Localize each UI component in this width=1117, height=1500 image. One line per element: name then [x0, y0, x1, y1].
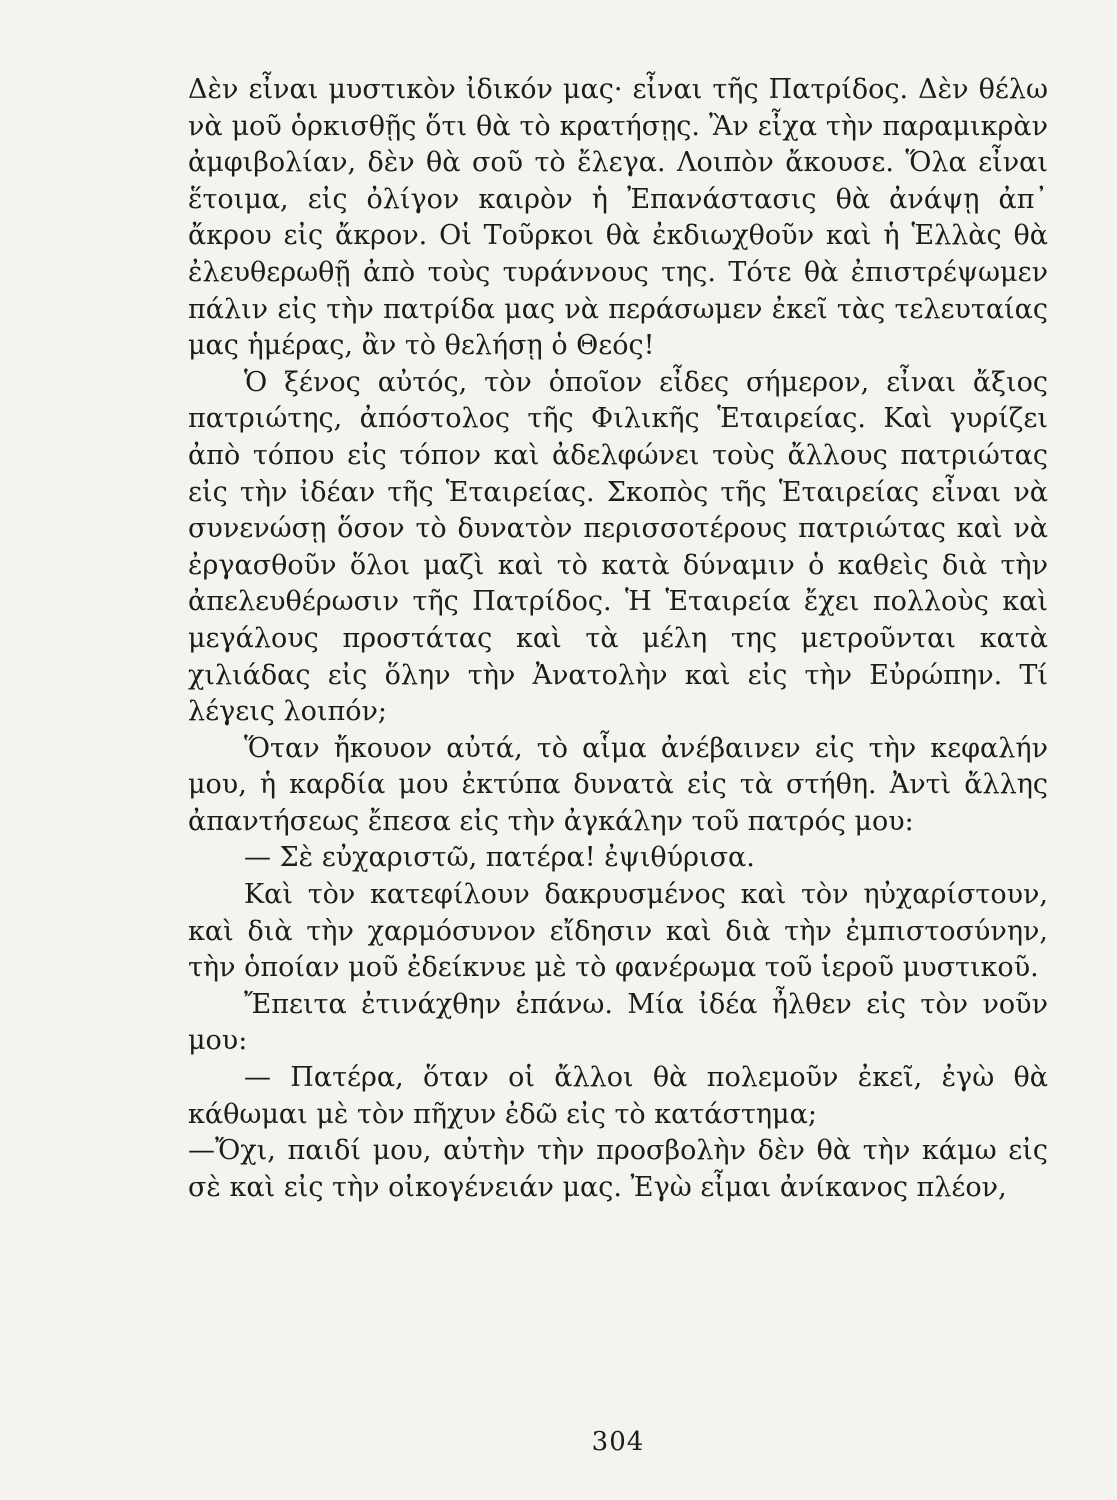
- page-number: 304: [591, 1427, 645, 1457]
- paragraph-1: Δὲν εἶναι μυστικὸν ἰδικόν μας· εἶναι τῆς Πατρίδος. Δὲν θέλω νὰ μοῦ ὁρκισθῇς ὅτι θὰ τὸ κρατήσῃς. Ἂν εἶχα τὴν παραμικρὰν ἀμφιβολίαν, δὲν θὰ σοῦ τὸ ἔλεγα. Λοιπὸν ἄκουσε. Ὅλα εἶναι ἕτοιμα, εἰς ὀλίγον καιρὸν ἡ Ἐπανάστασις θὰ ἀνάψῃ ἀπ᾿ ἄκρου εἰς ἄκρον. Οἱ Τοῦρκοι θὰ ἐκδιωχθοῦν καὶ ἡ Ἑλλὰς θὰ ἐλευθερωθῇ ἀπὸ τοὺς τυράννους της. Τότε θὰ ἐπιστρέψωμεν πάλιν εἰς τὴν πατρίδα μας νὰ περάσωμεν ἐκεῖ τὰς τελευταίας μας ἡμέρας, ἂν τὸ θελήσῃ ὁ Θεός!: [188, 74, 1048, 362]
- paragraph-7-dialogue: — Πατέρα, ὅταν οἱ ἄλλοι θὰ πολεμοῦν ἐκεῖ, ἐγὼ θὰ κάθωμαι μὲ τὸν πῆχυν ἐδῶ εἰς τὸ κατάστημα;: [188, 1062, 1048, 1130]
- paragraph-2: Ὁ ξένος αὐτός, τὸν ὁποῖον εἶδες σήμερον, εἶναι ἄξιος πατριώτης, ἀπόστολος τῆς Φιλικῆς Ἑταιρείας. Καὶ γυρίζει ἀπὸ τόπου εἰς τόπον καὶ ἀδελφώνει τοὺς ἄλλους πατριώτας εἰς τὴν ἰδέαν τῆς Ἑταιρείας. Σκοπὸς τῆς Ἑταιρείας εἶναι νὰ συνενώσῃ ὅσον τὸ δυνατὸν περισσοτέρους πατριώτας καὶ νὰ ἐργασθοῦν ὅλοι μαζὶ καὶ τὸ κατὰ δύναμιν ὁ καθεὶς διὰ τὴν ἀπελευθέρωσιν τῆς Πατρίδος. Ἡ Ἑταιρεία ἔχει πολλοὺς καὶ μεγάλους προστάτας καὶ τὰ μέλη της μετροῦνται κατὰ χιλιάδας εἰς ὅλην τὴν Ἀνατολὴν καὶ εἰς τὴν Εὐρώπην. Τί λέγεις λοιπόν;: [188, 366, 1048, 728]
- paragraph-4-dialogue: — Σὲ εὐχαριστῶ, πατέρα! ἐψιθύρισα.: [244, 842, 755, 874]
- paragraph-3: Ὅταν ἤκουον αὐτά, τὸ αἷμα ἀνέβαινεν εἰς τὴν κεφαλήν μου, ἡ καρδία μου ἐκτύπα δυνατὰ εἰς τὰ στήθη. Ἀντὶ ἄλλης ἀπαντήσεως ἔπεσα εἰς τὴν ἀγκάλην τοῦ πατρός μου:: [188, 732, 1048, 837]
- body-text: [188, 72, 1048, 1206]
- paragraph-8-dialogue: —Ὄχι, παιδί μου, αὐτὴν τὴν προσβολὴν δὲν θὰ τὴν κάμω εἰς σὲ καὶ εἰς τὴν οἰκογένειάν μας. Ἐγὼ εἶμαι ἀνίκανος πλέον,: [188, 1135, 1048, 1203]
- book-page: [188, 72, 1048, 1472]
- paragraph-6: Ἔπειτα ἐτινάχθην ἐπάνω. Μία ἰδέα ἦλθεν εἰς τὸν νοῦν μου:: [188, 988, 1048, 1057]
- paragraph-5: Καὶ τὸν κατεφίλουν δακρυσμένος καὶ τὸν ηὐχαρίστουν, καὶ διὰ τὴν χαρμόσυνον εἴδησιν καὶ διὰ τὴν ἐμπιστοσύνην, τὴν ὁποίαν μοῦ ἐδείκνυε μὲ τὸ φανέρωμα τοῦ ἱεροῦ μυστικοῦ.: [188, 879, 1048, 984]
